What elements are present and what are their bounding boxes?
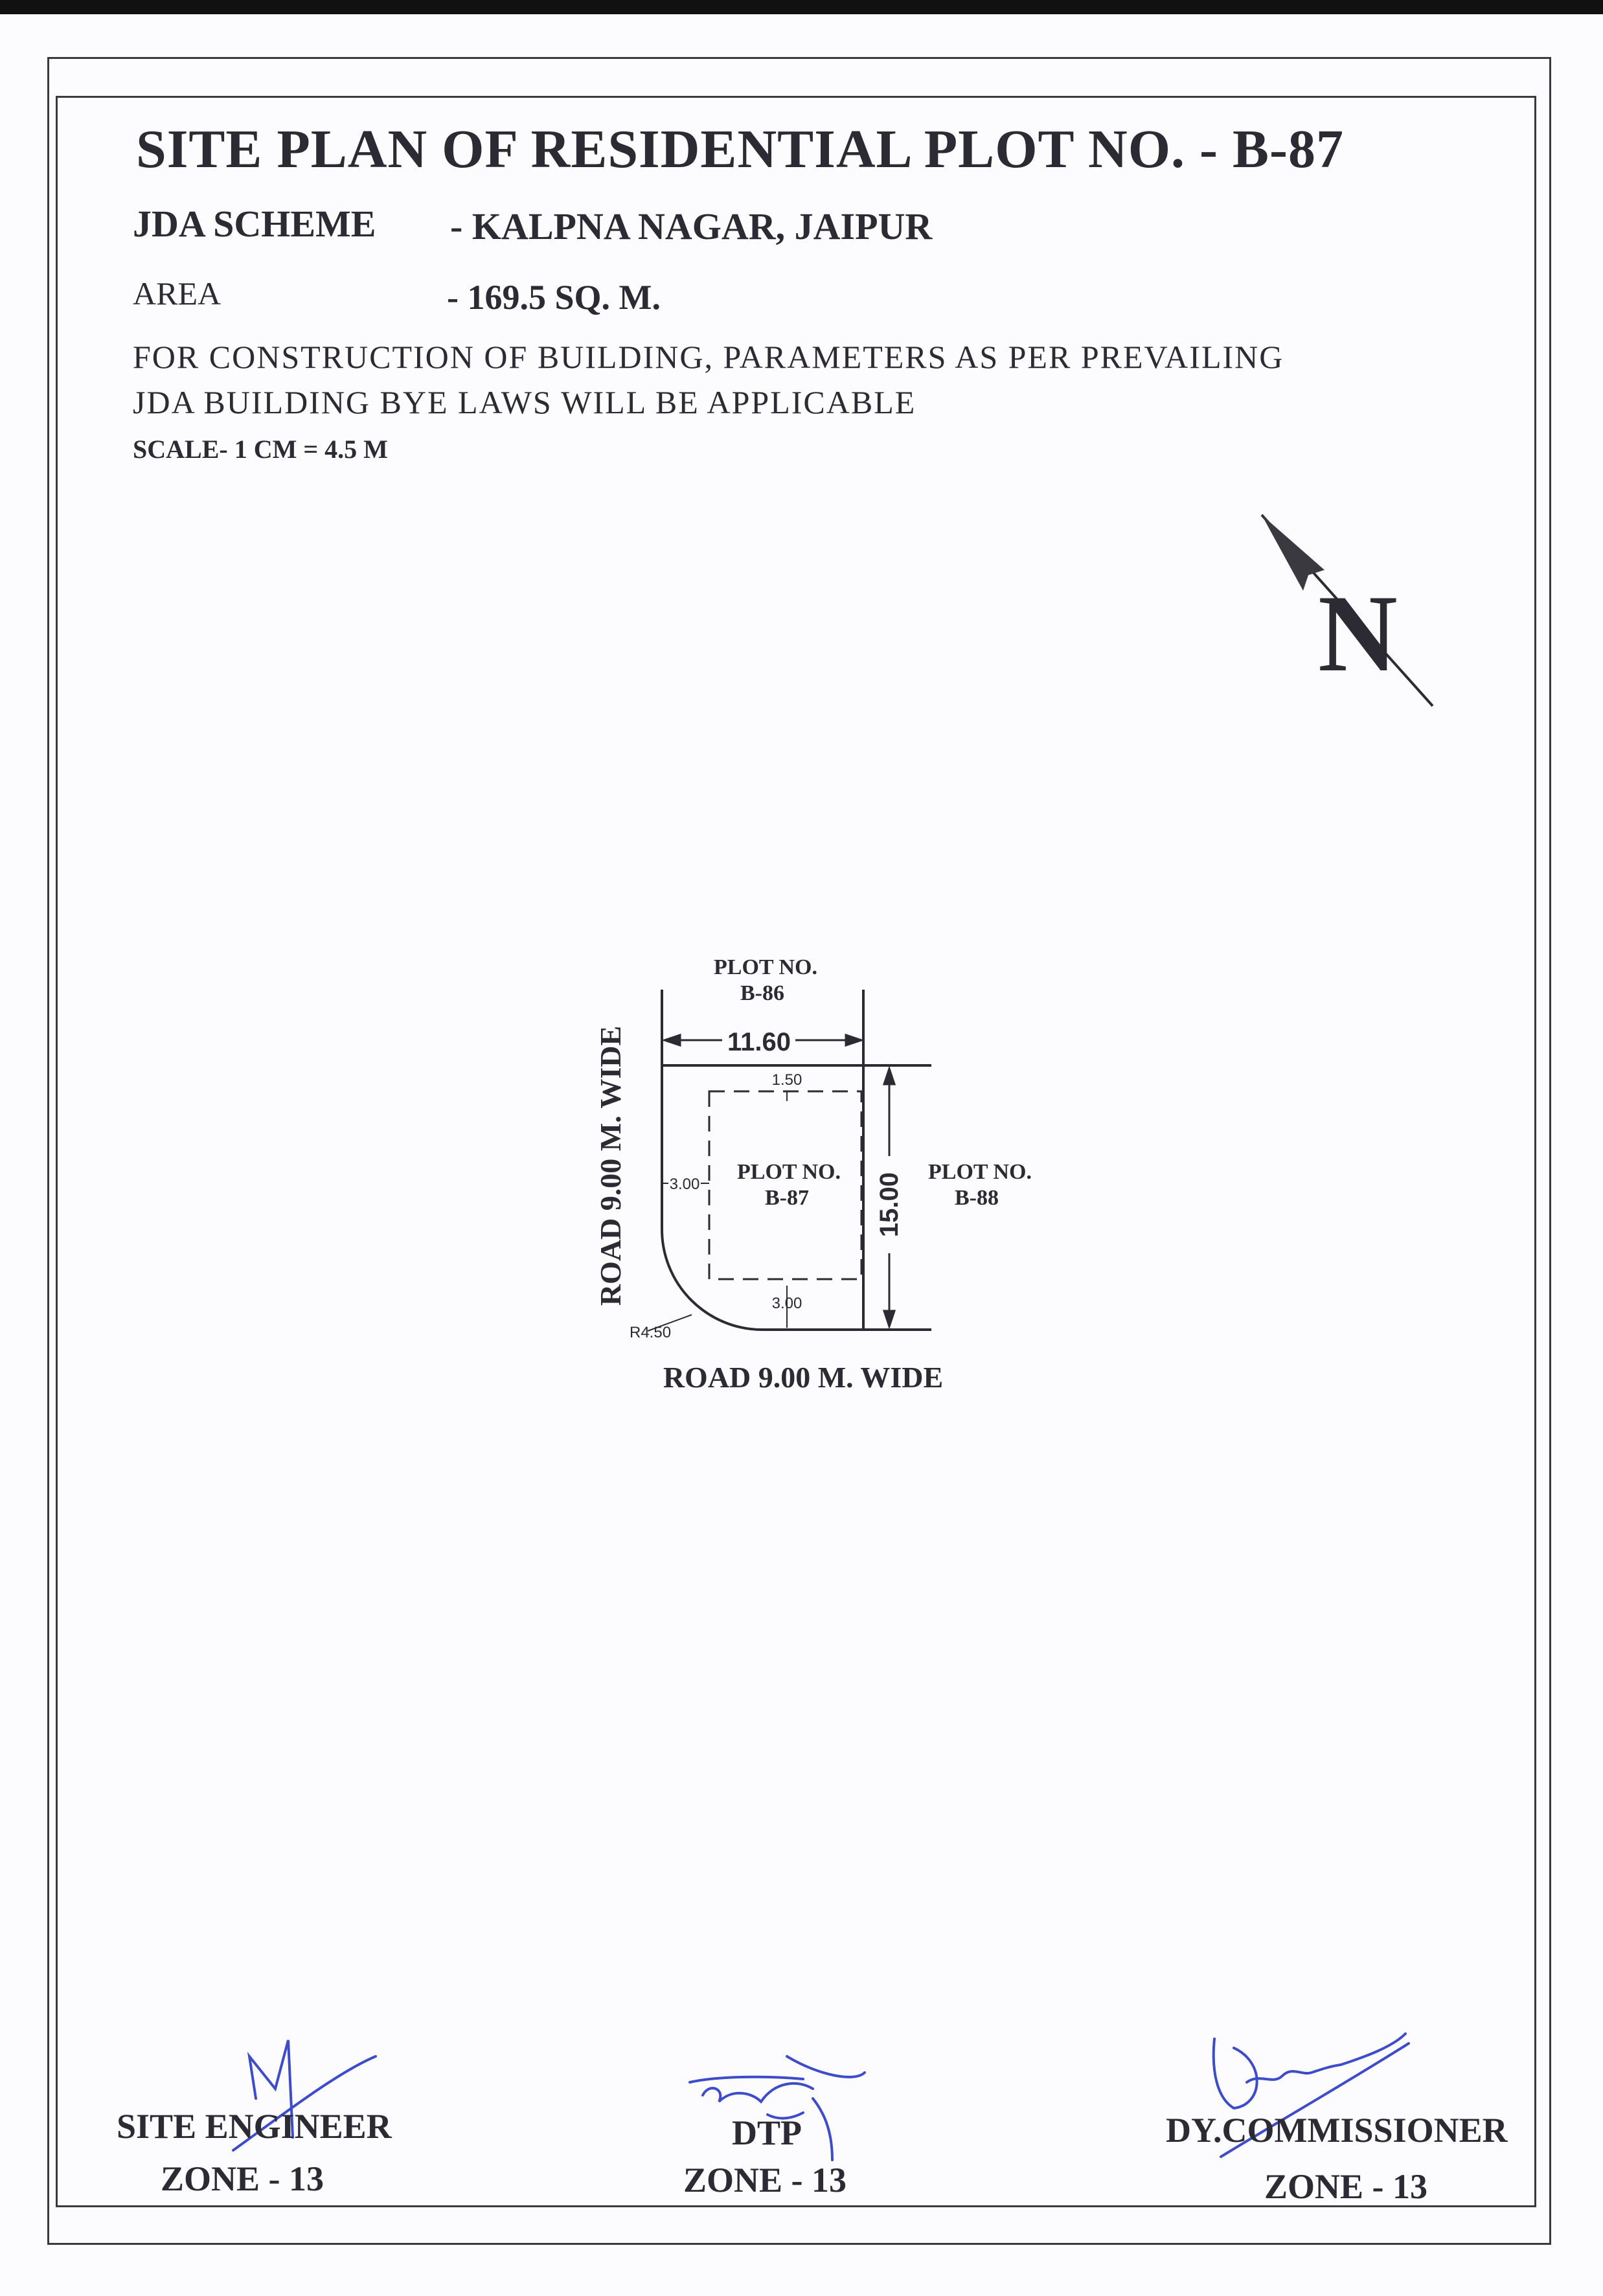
site-engineer-zone: ZONE - 13 [161, 2159, 324, 2198]
area-value: - 169.5 SQ. M. [447, 278, 661, 317]
north-label: N [1318, 573, 1398, 694]
setback-bottom-value: 3.00 [771, 1295, 802, 1312]
width-value: 11.60 [727, 1028, 791, 1056]
setback-ticks [648, 1091, 787, 1331]
plot-east-line1: PLOT NO. [928, 1160, 1032, 1184]
scheme-label: JDA SCHEME [133, 203, 376, 245]
note-line-1: FOR CONSTRUCTION OF BUILDING, PARAMETERS AS PER PREVAILING [133, 339, 1284, 375]
plot-east-line2: B-88 [955, 1186, 999, 1210]
dy-commissioner-zone: ZONE - 13 [1264, 2167, 1428, 2206]
road-south-label: ROAD 9.00 M. WIDE [663, 1361, 944, 1394]
plot-main-line2: B-87 [765, 1186, 809, 1210]
corner-radius-value: R4.50 [630, 1324, 672, 1341]
plot-north-line1: PLOT NO. [714, 955, 817, 979]
road-west-label: ROAD 9.00 M. WIDE [594, 1025, 627, 1306]
area-label: AREA [133, 275, 222, 312]
note-line-2: JDA BUILDING BYE LAWS WILL BE APPLICABLE [133, 384, 916, 420]
setback-left-value: 3.00 [669, 1176, 700, 1193]
site-engineer-title: SITE ENGINEER [117, 2107, 392, 2146]
page-title: SITE PLAN OF RESIDENTIAL PLOT NO. - B-87 [136, 119, 1345, 179]
plot-main-line1: PLOT NO. [737, 1160, 841, 1184]
setback-top-value: 1.50 [771, 1071, 802, 1089]
dtp-zone: ZONE - 13 [683, 2161, 847, 2199]
setback-line [709, 1091, 861, 1279]
dy-commissioner-title: DY.COMMISSIONER [1166, 2111, 1508, 2150]
scheme-value: - KALPNA NAGAR, JAIPUR [450, 205, 933, 247]
depth-value: 15.00 [875, 1172, 904, 1238]
plot-north-line2: B-86 [740, 981, 784, 1005]
dtp-title: DTP [732, 2113, 802, 2152]
scale-note: SCALE- 1 CM = 4.5 M [133, 435, 388, 464]
